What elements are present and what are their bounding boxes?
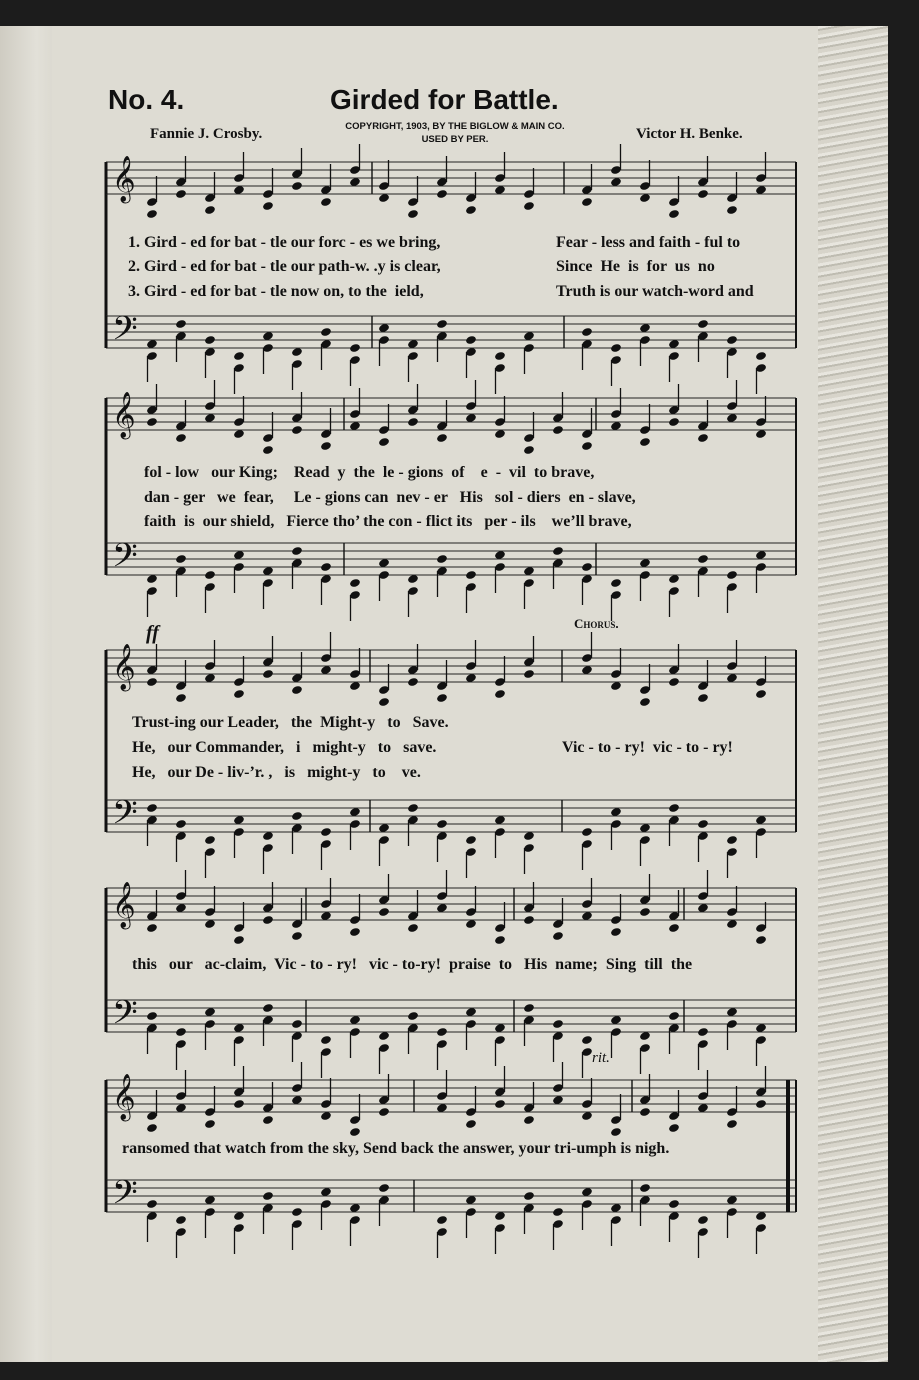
note-head (407, 803, 419, 813)
note-head (175, 189, 187, 199)
treble-clef-icon: 𝄞 (112, 392, 136, 438)
note-head (436, 1215, 448, 1225)
note-head (639, 1107, 651, 1117)
note-head (668, 417, 680, 427)
note-head (668, 677, 680, 687)
note-head (465, 205, 477, 215)
note-head (204, 835, 216, 845)
verse3-lyric-line2: faith is our shield, Fierce tho’ the con - flict its per - ils we’ll brave, (144, 513, 632, 530)
note-head (552, 1207, 564, 1217)
note-head (320, 327, 332, 337)
note-head (146, 1011, 158, 1021)
note-head (610, 578, 622, 588)
note-head (320, 1035, 332, 1045)
note-head (697, 819, 709, 829)
note-head (668, 1199, 680, 1209)
verse3-lyric-line3: He, our De - liv-’r. , is might-y to ve. (132, 764, 421, 781)
note-head (436, 554, 448, 564)
hymn-author: Fannie J. Crosby. (150, 126, 263, 142)
note-head (465, 570, 477, 580)
chorus-lyric-line2: this our ac-claim, Vic - to - ry! vic - to-ry! praise to His name; Sing till the (132, 956, 693, 973)
note-head (407, 1011, 419, 1021)
note-head (407, 417, 419, 427)
note-head (755, 935, 767, 945)
note-head (668, 209, 680, 219)
note-head (262, 1115, 274, 1125)
note-head (465, 835, 477, 845)
note-head (436, 693, 448, 703)
note-head (146, 923, 158, 933)
copyright-line: COPYRIGHT, 1903, BY THE BIGLOW & MAIN CO. (345, 121, 565, 132)
note-head (262, 1003, 274, 1013)
note-head (523, 201, 535, 211)
note-head (349, 578, 361, 588)
note-head (697, 433, 709, 443)
verse2-lyric-line2: dan - ger we fear, Le - gions can nev - er His sol - diers en - slave, (144, 489, 636, 506)
note-head (697, 1215, 709, 1225)
note-head (320, 562, 332, 572)
note-head (378, 437, 390, 447)
note-head (697, 189, 709, 199)
hymn-composer: Victor H. Benke. (636, 126, 743, 142)
note-head (407, 209, 419, 219)
note-head (262, 201, 274, 211)
verse1-lyric-line2: fol - low our King; Read y the le - gions of e - vil to brave, (144, 464, 595, 481)
note-head (494, 935, 506, 945)
note-head (581, 562, 593, 572)
note-head (291, 181, 303, 191)
verse3-lyric-right: Truth is our watch-word and (556, 283, 754, 300)
note-head (233, 351, 245, 361)
note-head (581, 327, 593, 337)
note-head (697, 319, 709, 329)
note-head (523, 1003, 535, 1013)
fortissimo-marking: ff (146, 622, 159, 644)
note-head (552, 1019, 564, 1029)
note-head (378, 1183, 390, 1193)
note-head (175, 1027, 187, 1037)
note-head (581, 1035, 593, 1045)
note-head (552, 931, 564, 941)
note-head (233, 689, 245, 699)
note-head (262, 669, 274, 679)
note-head (465, 1119, 477, 1129)
note-head (233, 1099, 245, 1109)
note-head (726, 570, 738, 580)
note-head (146, 677, 158, 687)
note-head (610, 927, 622, 937)
note-head (262, 1191, 274, 1201)
note-head (639, 907, 651, 917)
note-head (668, 1123, 680, 1133)
verse2-lyric-right: Since He is for us no (556, 258, 715, 275)
note-head (320, 827, 332, 837)
note-head (175, 554, 187, 564)
note-head (407, 923, 419, 933)
note-head (668, 923, 680, 933)
note-head (494, 689, 506, 699)
note-head (204, 335, 216, 345)
note-head (581, 827, 593, 837)
note-head (552, 546, 564, 556)
verse2-lyric-line3: He, our Commander, i might-y to save. (132, 739, 437, 756)
verse1-lyric-right: Fear - less and faith - ful to (556, 234, 741, 251)
note-head (175, 319, 187, 329)
bass-clef-icon: 𝄢 (112, 310, 138, 356)
note-head (523, 445, 535, 455)
note-head (581, 197, 593, 207)
note-head (291, 931, 303, 941)
note-head (610, 343, 622, 353)
note-head (262, 915, 274, 925)
note-head (697, 1027, 709, 1037)
treble-clef-icon: 𝄞 (112, 882, 136, 928)
note-head (436, 819, 448, 829)
note-head (146, 1123, 158, 1133)
note-head (349, 343, 361, 353)
note-head (378, 907, 390, 917)
bass-clef-icon: 𝄢 (112, 994, 138, 1040)
note-head (349, 1127, 361, 1137)
note-head (175, 433, 187, 443)
note-head (755, 351, 767, 361)
verse3-lyric-left: 3. Gird - ed for bat - tle now on, to the ield, (128, 283, 424, 300)
note-head (146, 1199, 158, 1209)
note-head (494, 1099, 506, 1109)
note-head (291, 425, 303, 435)
note-head (291, 811, 303, 821)
treble-clef-icon: 𝄞 (112, 156, 136, 202)
note-head (349, 927, 361, 937)
note-head (697, 693, 709, 703)
note-head (436, 433, 448, 443)
note-head (436, 319, 448, 329)
note-head (407, 677, 419, 687)
note-head (523, 1191, 535, 1201)
verse2-lyric-left: 2. Gird - ed for bat - tle our path-w. .y is clear, (128, 258, 441, 275)
note-head (233, 935, 245, 945)
note-head (552, 425, 564, 435)
bass-clef-icon: 𝄢 (112, 1174, 138, 1220)
hymn-number: No. 4. (108, 84, 185, 115)
note-head (320, 197, 332, 207)
bass-clef-icon: 𝄢 (112, 794, 138, 840)
note-head (436, 189, 448, 199)
verse1-lyric-line3: Trust-ing our Leader, the Might-y to Save. (132, 714, 449, 731)
note-head (639, 437, 651, 447)
note-head (494, 351, 506, 361)
note-head (262, 445, 274, 455)
note-head (378, 1107, 390, 1117)
note-head (436, 1027, 448, 1037)
note-head (639, 697, 651, 707)
note-head (175, 819, 187, 829)
note-head (726, 335, 738, 345)
note-head (726, 1119, 738, 1129)
bass-clef-icon: 𝄢 (112, 537, 138, 583)
note-head (697, 554, 709, 564)
note-head (668, 1011, 680, 1021)
note-head (204, 1119, 216, 1129)
note-head (146, 417, 158, 427)
treble-clef-icon: 𝄞 (112, 1074, 136, 1120)
note-head (465, 335, 477, 345)
note-head (175, 1215, 187, 1225)
note-head (378, 697, 390, 707)
note-head (320, 441, 332, 451)
note-head (523, 669, 535, 679)
note-head (523, 915, 535, 925)
note-head (755, 689, 767, 699)
note-head (291, 1019, 303, 1029)
note-head (726, 205, 738, 215)
hymn-title: Girded for Battle. (330, 84, 559, 115)
note-head (639, 1183, 651, 1193)
note-head (291, 546, 303, 556)
treble-clef-icon: 𝄞 (112, 644, 136, 690)
note-head (175, 693, 187, 703)
note-head (523, 1115, 535, 1125)
note-head (668, 803, 680, 813)
note-head (610, 1127, 622, 1137)
permission-line: USED BY PER. (421, 134, 489, 145)
chorus-label: Chorus. (574, 616, 619, 631)
note-head (291, 1207, 303, 1217)
chorus-lyric-victory: Vic - to - ry! vic - to - ry! (562, 739, 733, 756)
note-head (146, 209, 158, 219)
note-head (291, 685, 303, 695)
ritardando-marking: rit. (592, 1050, 610, 1066)
verse1-lyric-left: 1. Gird - ed for bat - tle our forc - es we bring, (128, 234, 441, 251)
note-head (204, 570, 216, 580)
note-head (204, 205, 216, 215)
note-head (726, 835, 738, 845)
note-head (581, 441, 593, 451)
chorus-lyric-line3: ransomed that watch from the sky, Send back the answer, your tri-umph is nigh. (122, 1140, 670, 1157)
note-head (755, 1099, 767, 1109)
note-head (146, 803, 158, 813)
